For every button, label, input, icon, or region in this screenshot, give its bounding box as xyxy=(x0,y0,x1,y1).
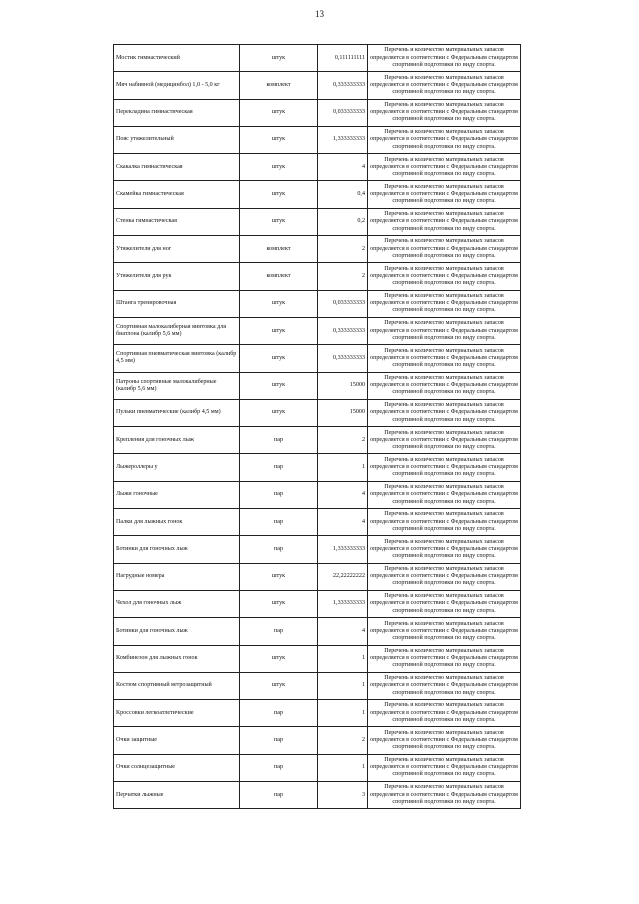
note-cell: Перечень и количество материальных запасов определяется в соответствии с Федеральным стандартом спортивной подготовки по виду спорта. xyxy=(368,372,521,399)
table-row xyxy=(114,481,521,508)
unit-cell: комплект xyxy=(240,72,318,99)
item-name-cell: Штанга тренировочная xyxy=(114,290,240,317)
quantity-cell: 2 xyxy=(318,427,368,454)
item-name-cell: Чехол для гоночных лыж xyxy=(114,590,240,617)
table-row xyxy=(114,72,521,99)
unit-cell: пар xyxy=(240,536,318,563)
note-cell: Перечень и количество материальных запасов определяется в соответствии с Федеральным стандартом спортивной подготовки по виду спорта. xyxy=(368,618,521,645)
item-name-cell: Патроны спортивные малокалиберные (калибр 5,6 мм) xyxy=(114,372,240,399)
unit-cell: комплект xyxy=(240,263,318,290)
note-cell: Перечень и количество материальных запасов определяется в соответствии с Федеральным стандартом спортивной подготовки по виду спорта. xyxy=(368,126,521,153)
quantity-cell: 1 xyxy=(318,645,368,672)
quantity-cell: 4 xyxy=(318,509,368,536)
item-name-cell: Нагрудные номера xyxy=(114,563,240,590)
item-name-cell: Крепления для гоночных лыж xyxy=(114,427,240,454)
quantity-cell: 0,2 xyxy=(318,208,368,235)
unit-cell: штук xyxy=(240,345,318,372)
quantity-cell: 2 xyxy=(318,263,368,290)
table-row xyxy=(114,154,521,181)
item-name-cell: Перчатки лыжные xyxy=(114,782,240,809)
item-name-cell: Спортивная малокалиберная винтовка для биатлона (калибр 5,6 мм) xyxy=(114,317,240,344)
note-cell: Перечень и количество материальных запасов определяется в соответствии с Федеральным стандартом спортивной подготовки по виду спорта. xyxy=(368,563,521,590)
note-cell: Перечень и количество материальных запасов определяется в соответствии с Федеральным стандартом спортивной подготовки по виду спорта. xyxy=(368,590,521,617)
note-cell: Перечень и количество материальных запасов определяется в соответствии с Федеральным стандартом спортивной подготовки по виду спорта. xyxy=(368,399,521,426)
table-row xyxy=(114,672,521,699)
note-cell: Перечень и количество материальных запасов определяется в соответствии с Федеральным стандартом спортивной подготовки по виду спорта. xyxy=(368,700,521,727)
table-row xyxy=(114,427,521,454)
unit-cell: штук xyxy=(240,290,318,317)
note-cell: Перечень и количество материальных запасов определяется в соответствии с Федеральным стандартом спортивной подготовки по виду спорта. xyxy=(368,99,521,126)
table-row xyxy=(114,754,521,781)
table-row xyxy=(114,782,521,809)
item-name-cell: Спортивная пневматическая винтовка (калибр 4,5 мм) xyxy=(114,345,240,372)
unit-cell: пар xyxy=(240,700,318,727)
table-row xyxy=(114,399,521,426)
table-row xyxy=(114,181,521,208)
quantity-cell: 1 xyxy=(318,754,368,781)
note-cell: Перечень и количество материальных запасов определяется в соответствии с Федеральным стандартом спортивной подготовки по виду спорта. xyxy=(368,317,521,344)
item-name-cell: Утяжелители для ног xyxy=(114,236,240,263)
table-row xyxy=(114,317,521,344)
quantity-cell: 1,333333333 xyxy=(318,126,368,153)
unit-cell: пар xyxy=(240,454,318,481)
note-cell: Перечень и количество материальных запасов определяется в соответствии с Федеральным стандартом спортивной подготовки по виду спорта. xyxy=(368,782,521,809)
quantity-cell: 1 xyxy=(318,672,368,699)
note-cell: Перечень и количество материальных запасов определяется в соответствии с Федеральным стандартом спортивной подготовки по виду спорта. xyxy=(368,181,521,208)
quantity-cell: 1 xyxy=(318,700,368,727)
table-row xyxy=(114,208,521,235)
note-cell: Перечень и количество материальных запасов определяется в соответствии с Федеральным стандартом спортивной подготовки по виду спорта. xyxy=(368,208,521,235)
note-cell: Перечень и количество материальных запасов определяется в соответствии с Федеральным стандартом спортивной подготовки по виду спорта. xyxy=(368,345,521,372)
quantity-cell: 2 xyxy=(318,727,368,754)
quantity-cell: 0,033333333 xyxy=(318,290,368,317)
quantity-cell: 1 xyxy=(318,454,368,481)
unit-cell: штук xyxy=(240,208,318,235)
unit-cell: штук xyxy=(240,399,318,426)
item-name-cell: Очки защитные xyxy=(114,727,240,754)
table-row xyxy=(114,126,521,153)
table-row xyxy=(114,618,521,645)
page-number: 13 xyxy=(315,9,324,19)
table-row xyxy=(114,727,521,754)
item-name-cell: Ботинки для гоночных лыж xyxy=(114,536,240,563)
quantity-cell: 4 xyxy=(318,618,368,645)
quantity-cell: 1,333333333 xyxy=(318,590,368,617)
quantity-cell: 15000 xyxy=(318,399,368,426)
unit-cell: штук xyxy=(240,126,318,153)
table-row xyxy=(114,263,521,290)
unit-cell: штук xyxy=(240,563,318,590)
unit-cell: комплект xyxy=(240,236,318,263)
item-name-cell: Стенка гимнастическая xyxy=(114,208,240,235)
note-cell: Перечень и количество материальных запасов определяется в соответствии с Федеральным стандартом спортивной подготовки по виду спорта. xyxy=(368,509,521,536)
item-name-cell: Скакалка гимнастическая xyxy=(114,154,240,181)
unit-cell: пар xyxy=(240,481,318,508)
note-cell: Перечень и количество материальных запасов определяется в соответствии с Федеральным стандартом спортивной подготовки по виду спорта. xyxy=(368,263,521,290)
note-cell: Перечень и количество материальных запасов определяется в соответствии с Федеральным стандартом спортивной подготовки по виду спорта. xyxy=(368,154,521,181)
note-cell: Перечень и количество материальных запасов определяется в соответствии с Федеральным стандартом спортивной подготовки по виду спорта. xyxy=(368,427,521,454)
item-name-cell: Палки для лыжных гонок xyxy=(114,509,240,536)
item-name-cell: Утяжелители для рук xyxy=(114,263,240,290)
table-row xyxy=(114,290,521,317)
note-cell: Перечень и количество материальных запасов определяется в соответствии с Федеральным стандартом спортивной подготовки по виду спорта. xyxy=(368,645,521,672)
quantity-cell: 15000 xyxy=(318,372,368,399)
unit-cell: штук xyxy=(240,181,318,208)
item-name-cell: Костюм спортивный ветрозащитный xyxy=(114,672,240,699)
item-name-cell: Перекладина гимнастическая xyxy=(114,99,240,126)
unit-cell: штук xyxy=(240,372,318,399)
item-name-cell: Очки солнцезащитные xyxy=(114,754,240,781)
quantity-cell: 0,333333333 xyxy=(318,345,368,372)
table-row xyxy=(114,236,521,263)
table-row xyxy=(114,536,521,563)
note-cell: Перечень и количество материальных запасов определяется в соответствии с Федеральным стандартом спортивной подготовки по виду спорта. xyxy=(368,481,521,508)
table-row xyxy=(114,372,521,399)
note-cell: Перечень и количество материальных запасов определяется в соответствии с Федеральным стандартом спортивной подготовки по виду спорта. xyxy=(368,290,521,317)
table-row xyxy=(114,454,521,481)
item-name-cell: Лыжи гоночные xyxy=(114,481,240,508)
unit-cell: штук xyxy=(240,154,318,181)
unit-cell: штук xyxy=(240,45,318,72)
quantity-cell: 22,22222222 xyxy=(318,563,368,590)
materials-table xyxy=(113,44,521,809)
quantity-cell: 1,333333333 xyxy=(318,536,368,563)
unit-cell: пар xyxy=(240,618,318,645)
quantity-cell: 0,4 xyxy=(318,181,368,208)
table-row xyxy=(114,563,521,590)
item-name-cell: Пояс утяжелительный xyxy=(114,126,240,153)
unit-cell: пар xyxy=(240,727,318,754)
table-row xyxy=(114,700,521,727)
note-cell: Перечень и количество материальных запасов определяется в соответствии с Федеральным стандартом спортивной подготовки по виду спорта. xyxy=(368,45,521,72)
quantity-cell: 4 xyxy=(318,481,368,508)
table-row xyxy=(114,645,521,672)
note-cell: Перечень и количество материальных запасов определяется в соответствии с Федеральным стандартом спортивной подготовки по виду спорта. xyxy=(368,454,521,481)
unit-cell: штук xyxy=(240,317,318,344)
note-cell: Перечень и количество материальных запасов определяется в соответствии с Федеральным стандартом спортивной подготовки по виду спорта. xyxy=(368,236,521,263)
quantity-cell: 0,333333333 xyxy=(318,72,368,99)
item-name-cell: Скамейка гимнастическая xyxy=(114,181,240,208)
note-cell: Перечень и количество материальных запасов определяется в соответствии с Федеральным стандартом спортивной подготовки по виду спорта. xyxy=(368,72,521,99)
quantity-cell: 3 xyxy=(318,782,368,809)
table-row xyxy=(114,509,521,536)
table-row xyxy=(114,99,521,126)
item-name-cell: Кроссовки легкоатлетические xyxy=(114,700,240,727)
quantity-cell: 0,333333333 xyxy=(318,317,368,344)
quantity-cell: 4 xyxy=(318,154,368,181)
note-cell: Перечень и количество материальных запасов определяется в соответствии с Федеральным стандартом спортивной подготовки по виду спорта. xyxy=(368,754,521,781)
unit-cell: пар xyxy=(240,782,318,809)
table-row xyxy=(114,590,521,617)
item-name-cell: Ботинки для гоночных лыж xyxy=(114,618,240,645)
table-row xyxy=(114,45,521,72)
item-name-cell: Лыжероллеры у xyxy=(114,454,240,481)
unit-cell: штук xyxy=(240,99,318,126)
unit-cell: пар xyxy=(240,427,318,454)
unit-cell: пар xyxy=(240,754,318,781)
unit-cell: штук xyxy=(240,645,318,672)
quantity-cell: 0,033333333 xyxy=(318,99,368,126)
item-name-cell: Комбинезон для лыжных гонок xyxy=(114,645,240,672)
quantity-cell: 2 xyxy=(318,236,368,263)
item-name-cell: Пульки пневматические (калибр 4,5 мм) xyxy=(114,399,240,426)
table-row xyxy=(114,345,521,372)
note-cell: Перечень и количество материальных запасов определяется в соответствии с Федеральным стандартом спортивной подготовки по виду спорта. xyxy=(368,727,521,754)
note-cell: Перечень и количество материальных запасов определяется в соответствии с Федеральным стандартом спортивной подготовки по виду спорта. xyxy=(368,672,521,699)
unit-cell: штук xyxy=(240,672,318,699)
quantity-cell: 0,111111111 xyxy=(318,45,368,72)
item-name-cell: Мостик гимнастический xyxy=(114,45,240,72)
item-name-cell: Мяч набивной (медицинбол) 1,0 - 5,0 кг xyxy=(114,72,240,99)
unit-cell: пар xyxy=(240,509,318,536)
note-cell: Перечень и количество материальных запасов определяется в соответствии с Федеральным стандартом спортивной подготовки по виду спорта. xyxy=(368,536,521,563)
materials-table-body xyxy=(114,45,521,809)
unit-cell: штук xyxy=(240,590,318,617)
